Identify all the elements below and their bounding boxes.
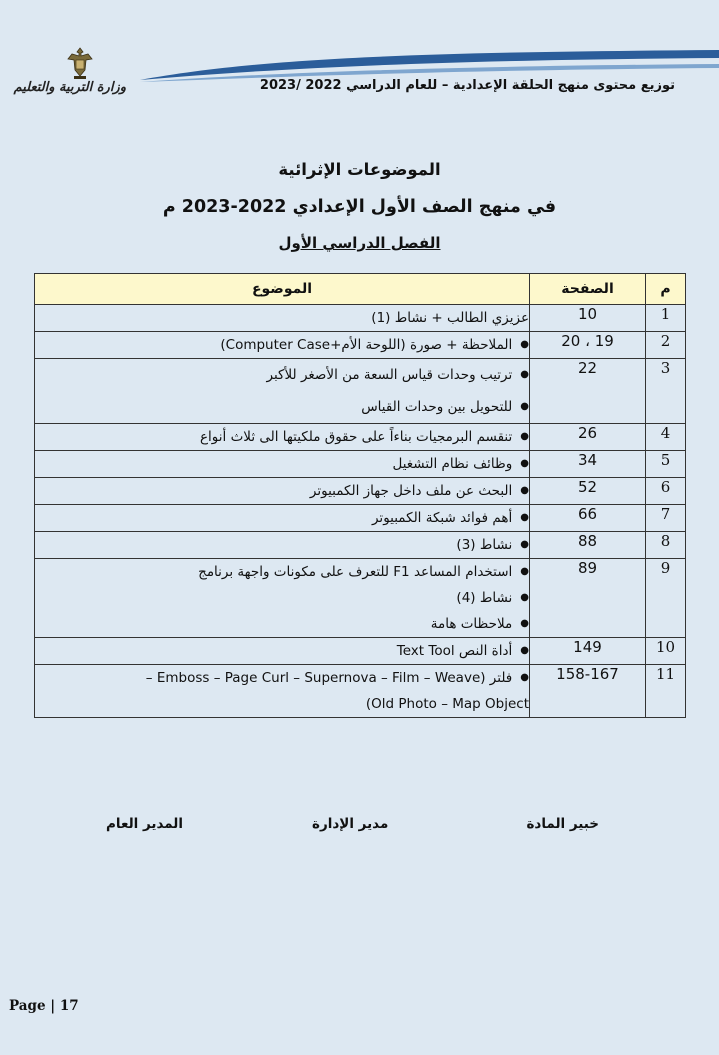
topic-line <box>35 532 529 558</box>
row-number: 10 <box>646 638 686 665</box>
topic-line <box>35 332 529 358</box>
table-row <box>35 424 686 451</box>
topics-table <box>34 273 686 718</box>
table-row <box>35 359 686 424</box>
page-subtitle: في منهج الصف الأول الإعدادي 2022-2023 م <box>162 197 557 217</box>
row-page <box>530 424 646 451</box>
table-row <box>35 665 686 718</box>
row-topic <box>35 359 530 424</box>
topic-line <box>35 611 529 637</box>
header-num: م <box>646 274 686 305</box>
topic-text: للتحويل بين وحدات القياس <box>361 399 513 415</box>
bullet-icon: ● <box>520 369 529 380</box>
topic-text: استخدام المساعد F1 للتعرف على مكونات واجهة برنامج <box>198 564 513 580</box>
row-number: 4 <box>646 424 686 451</box>
table-row <box>35 478 686 505</box>
ministry-logo-text: وزارة التربية والتعليم <box>13 80 126 95</box>
row-topic <box>35 451 530 478</box>
row-topic <box>35 305 530 332</box>
bullet-icon: ● <box>520 618 529 629</box>
row-page-value: 22 <box>577 359 598 377</box>
topic-text: الملاحظة + صورة (اللوحة الأم+Computer Case) <box>220 337 513 353</box>
row-page <box>530 505 646 532</box>
row-page-value: 88 <box>577 532 598 550</box>
semester-title: الفصل الدراسي الأول <box>278 234 441 252</box>
row-number: 6 <box>646 478 686 505</box>
bullet-icon: ● <box>520 592 529 603</box>
topic-line <box>35 638 529 664</box>
row-number: 8 <box>646 532 686 559</box>
row-topic <box>35 559 530 638</box>
topic-line <box>35 505 529 531</box>
bullet-icon: ● <box>520 339 529 350</box>
topic-text: نشاط (4) <box>456 590 513 606</box>
topic-line <box>35 559 529 585</box>
row-topic <box>35 638 530 665</box>
topic-text: Old Photo – Map Object) <box>365 696 529 712</box>
topic-text: البحث عن ملف داخل جهاز الكمبيوتر <box>309 483 513 499</box>
page-number: Page | 17 <box>9 998 79 1014</box>
row-topic <box>35 332 530 359</box>
row-page <box>530 532 646 559</box>
row-topic <box>35 478 530 505</box>
bullet-icon: ● <box>520 566 529 577</box>
row-page <box>530 638 646 665</box>
table-row <box>35 559 686 638</box>
table-row <box>35 505 686 532</box>
row-page <box>530 359 646 424</box>
topic-line <box>35 665 529 691</box>
row-page-value: 149 <box>573 638 602 656</box>
topic-text: أداة النص Text Tool <box>396 643 513 659</box>
topic-text: عزيزي الطالب + نشاط (1) <box>371 310 529 326</box>
row-page-value: 10 <box>577 305 598 323</box>
row-number: 1 <box>646 305 686 332</box>
topic-text: ملاحظات هامة <box>430 616 513 632</box>
table-row <box>35 638 686 665</box>
table-row <box>35 451 686 478</box>
row-number: 5 <box>646 451 686 478</box>
table-row <box>35 305 686 332</box>
row-page <box>530 332 646 359</box>
signature-general-director: المدير العام <box>106 816 183 832</box>
row-page-value: 26 <box>577 424 598 442</box>
topic-line <box>35 305 529 331</box>
topic-text: تنقسم البرمجيات بناءاً على حقوق ملكيتها الى ثلاث أنواع <box>200 429 513 445</box>
topic-text: وظائف نظام التشغيل <box>392 456 513 472</box>
row-number: 3 <box>646 359 686 424</box>
topic-line <box>35 451 529 477</box>
topic-line <box>35 585 529 611</box>
topic-line <box>35 424 529 450</box>
row-topic <box>35 665 530 718</box>
bullet-icon: ● <box>520 431 529 442</box>
bullet-icon: ● <box>520 539 529 550</box>
topic-line <box>35 391 529 423</box>
row-page-value: 19 ، 20 <box>561 332 614 350</box>
row-number: 2 <box>646 332 686 359</box>
row-page-value: 52 <box>577 478 598 496</box>
table-header-row <box>35 274 686 305</box>
topic-text: نشاط (3) <box>456 537 513 553</box>
table-row <box>35 332 686 359</box>
row-page <box>530 478 646 505</box>
row-page-value: 158-167 <box>556 665 619 683</box>
header-title: توزيع محتوى منهج الحلقة الإعدادية – للعام الدراسي 2022 /2023 <box>259 78 675 93</box>
row-page <box>530 305 646 332</box>
row-page-value: 34 <box>577 451 598 469</box>
topic-line <box>35 359 529 391</box>
header-page: الصفحة <box>530 274 646 305</box>
row-page-value: 89 <box>577 559 598 577</box>
ministry-logo <box>13 46 126 118</box>
topic-text: ترتيب وحدات قياس السعة من الأصغر للأكبر <box>266 367 513 383</box>
bullet-icon: ● <box>520 512 529 523</box>
row-topic <box>35 532 530 559</box>
bullet-icon: ● <box>520 485 529 496</box>
topic-text: فلتر (Emboss – Page Curl – Supernova – Film – Weave – <box>145 670 513 686</box>
topic-line <box>35 691 529 717</box>
row-topic <box>35 424 530 451</box>
header-topic: الموضوع <box>35 274 530 305</box>
row-page <box>530 665 646 718</box>
bullet-icon: ● <box>520 672 529 683</box>
page-title: الموضوعات الإثرائية <box>278 160 441 179</box>
signature-admin-director: مدير الإدارة <box>312 816 389 832</box>
row-topic <box>35 505 530 532</box>
eagle-icon <box>66 46 94 80</box>
bullet-icon: ● <box>520 458 529 469</box>
row-page-value: 66 <box>577 505 598 523</box>
topic-line <box>35 478 529 504</box>
row-number: 7 <box>646 505 686 532</box>
row-number: 11 <box>646 665 686 718</box>
row-number: 9 <box>646 559 686 638</box>
table-row <box>35 532 686 559</box>
row-page <box>530 451 646 478</box>
topic-text: أهم فوائد شبكة الكمبيوتر <box>371 510 513 526</box>
bullet-icon: ● <box>520 645 529 656</box>
signature-subject-expert: خبير المادة <box>526 816 599 832</box>
bullet-icon: ● <box>520 401 529 412</box>
row-page <box>530 559 646 638</box>
